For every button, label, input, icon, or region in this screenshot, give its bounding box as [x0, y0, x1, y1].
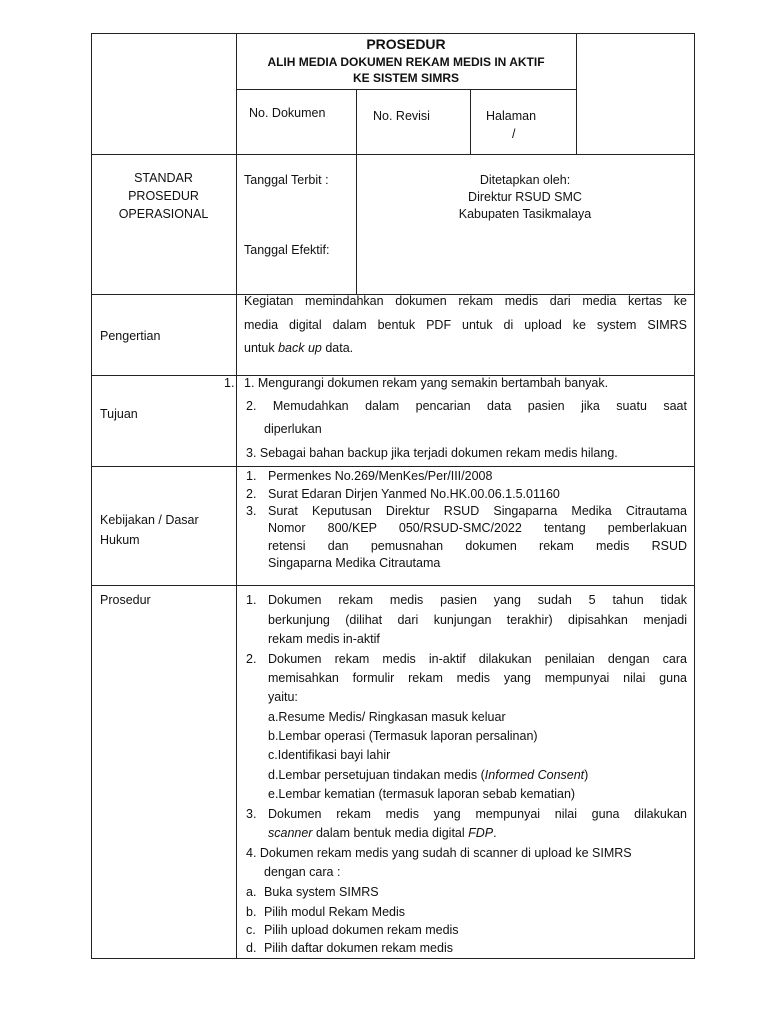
kebijakan-num-3: 3.: [246, 504, 257, 518]
border-right: [694, 33, 695, 959]
border-top: [91, 33, 695, 34]
ditetapkan-oleh: Ditetapkan oleh:: [479, 173, 571, 187]
header-divider: [236, 89, 576, 90]
no-dokumen-label: No. Dokumen: [249, 106, 326, 120]
prosedur-num-3: 3.: [246, 807, 257, 821]
col-divider-rev: [470, 89, 471, 155]
prosedur-4-line-1: 4. Dokumen rekam medis yang sudah di scanner di upload ke SIMRS: [246, 846, 632, 860]
prosedur-4-line-2: dengan cara :: [264, 865, 341, 879]
tujuan-label: Tujuan: [100, 407, 138, 421]
prosedur-step-d-num: d.: [246, 941, 257, 955]
pengertian-line-3: untuk back up data.: [244, 341, 354, 355]
prosedur-step-b-num: b.: [246, 905, 257, 919]
col-divider-main: [236, 33, 237, 959]
prosedur-2-line-3: yaitu:: [268, 690, 298, 704]
doc-subtitle-1: ALIH MEDIA DOKUMEN REKAM MEDIS IN AKTIF: [267, 55, 545, 69]
tujuan-item-2-line-1: 2. Memudahkan dalam pencarian data pasien jika suatu saat: [246, 399, 687, 413]
prosedur-step-c: Pilih upload dokumen rekam medis: [264, 923, 459, 937]
col-divider-right: [576, 33, 577, 155]
tanggal-terbit: Tanggal Terbit :: [244, 173, 329, 187]
kebijakan-num-2: 2.: [246, 487, 257, 501]
kebijakan-label-2: Hukum: [100, 533, 140, 547]
kebijakan-num-1: 1.: [246, 469, 257, 483]
no-revisi-label: No. Revisi: [373, 109, 430, 123]
row-divider-1: [91, 154, 695, 155]
kebijakan-item-3-line-2: Nomor 800/KEP 050/RSUD-SMC/2022 tentang pemberlakuan: [268, 521, 687, 535]
kebijakan-item-3-line-1: Surat Keputusan Direktur RSUD Singaparna Medika Citrautama: [268, 504, 687, 518]
prosedur-3-line-2: scanner dalam bentuk media digital FDP.: [268, 826, 497, 840]
tujuan-item-3: 3. Sebagai bahan backup jika terjadi dokumen rekam medis hilang.: [246, 446, 618, 460]
prosedur-step-a-num: a.: [246, 885, 257, 899]
prosedur-sub-b: b.Lembar operasi (Termasuk laporan persalinan): [268, 729, 538, 743]
prosedur-step-d: Pilih daftar dokumen rekam medis: [264, 941, 453, 955]
tanggal-efektif: Tanggal Efektif:: [244, 243, 330, 257]
kebijakan-item-1: Permenkes No.269/MenKes/Per/III/2008: [268, 469, 493, 483]
halaman-value: /: [512, 127, 516, 141]
sop-label-2: PROSEDUR: [128, 189, 199, 203]
sop-label-3: OPERASIONAL: [118, 207, 209, 221]
prosedur-1-line-2: berkunjung (dilihat dari kunjungan terakhir) dipisahkan menjadi: [268, 613, 687, 627]
kebijakan-label-1: Kebijakan / Dasar: [100, 513, 199, 527]
prosedur-step-c-num: c.: [246, 923, 256, 937]
doc-title: PROSEDUR: [366, 36, 446, 52]
prosedur-step-b: Pilih modul Rekam Medis: [264, 905, 406, 919]
prosedur-sub-a: a.Resume Medis/ Ringkasan masuk keluar: [268, 710, 506, 724]
prosedur-num-2: 2.: [246, 652, 257, 666]
pengertian-line-2: media digital dalam bentuk PDF untuk di upload ke system SIMRS: [244, 318, 687, 332]
kebijakan-item-3-line-4: Singaparna Medika Citrautama: [268, 556, 441, 570]
prosedur-2-line-1: Dokumen rekam medis in-aktif dilakukan penilaian dengan cara: [268, 652, 687, 666]
prosedur-sub-c: c.Identifikasi bayi lahir: [268, 748, 391, 762]
tujuan-stray-number: 1.: [224, 376, 235, 390]
prosedur-3-line-1: Dokumen rekam medis yang mempunyai nilai guna dilakukan: [268, 807, 687, 821]
halaman-label: Halaman: [486, 109, 537, 123]
kebijakan-item-2: Surat Edaran Dirjen Yanmed No.HK.00.06.1.5.01160: [268, 487, 560, 501]
pengertian-line-1: Kegiatan memindahkan dokumen rekam medis dari media kertas ke: [244, 294, 687, 308]
prosedur-sub-d: d.Lembar persetujuan tindakan medis (Informed Consent): [268, 768, 589, 782]
kabupaten: Kabupaten Tasikmalaya: [458, 207, 592, 221]
kebijakan-item-3-line-3: retensi dan pemusnahan dokumen rekam medis RSUD: [268, 539, 687, 553]
sop-label-1: STANDAR: [134, 171, 193, 185]
row-divider-4: [91, 466, 695, 467]
prosedur-2-line-2: memisahkan formulir rekam medis yang mempunyai nilai guna: [268, 671, 687, 685]
prosedur-num-1: 1.: [246, 593, 257, 607]
tujuan-item-2-line-2: diperlukan: [264, 422, 322, 436]
tujuan-item-1: 1. Mengurangi dokumen rekam yang semakin bertambah banyak.: [244, 376, 609, 390]
prosedur-step-a: Buka system SIMRS: [264, 885, 379, 899]
prosedur-label: Prosedur: [100, 593, 151, 607]
doc-subtitle-2: KE SISTEM SIMRS: [352, 71, 459, 85]
border-bottom: [91, 958, 695, 959]
direktur: Direktur RSUD SMC: [468, 190, 582, 204]
prosedur-1-line-1: Dokumen rekam medis pasien yang sudah 5 tahun tidak: [268, 593, 687, 607]
pengertian-label: Pengertian: [100, 329, 161, 343]
row-divider-5: [91, 585, 695, 586]
prosedur-1-line-3: rekam medis in-aktif: [268, 632, 380, 646]
prosedur-sub-e: e.Lembar kematian (termasuk laporan sebab kematian): [268, 787, 576, 801]
